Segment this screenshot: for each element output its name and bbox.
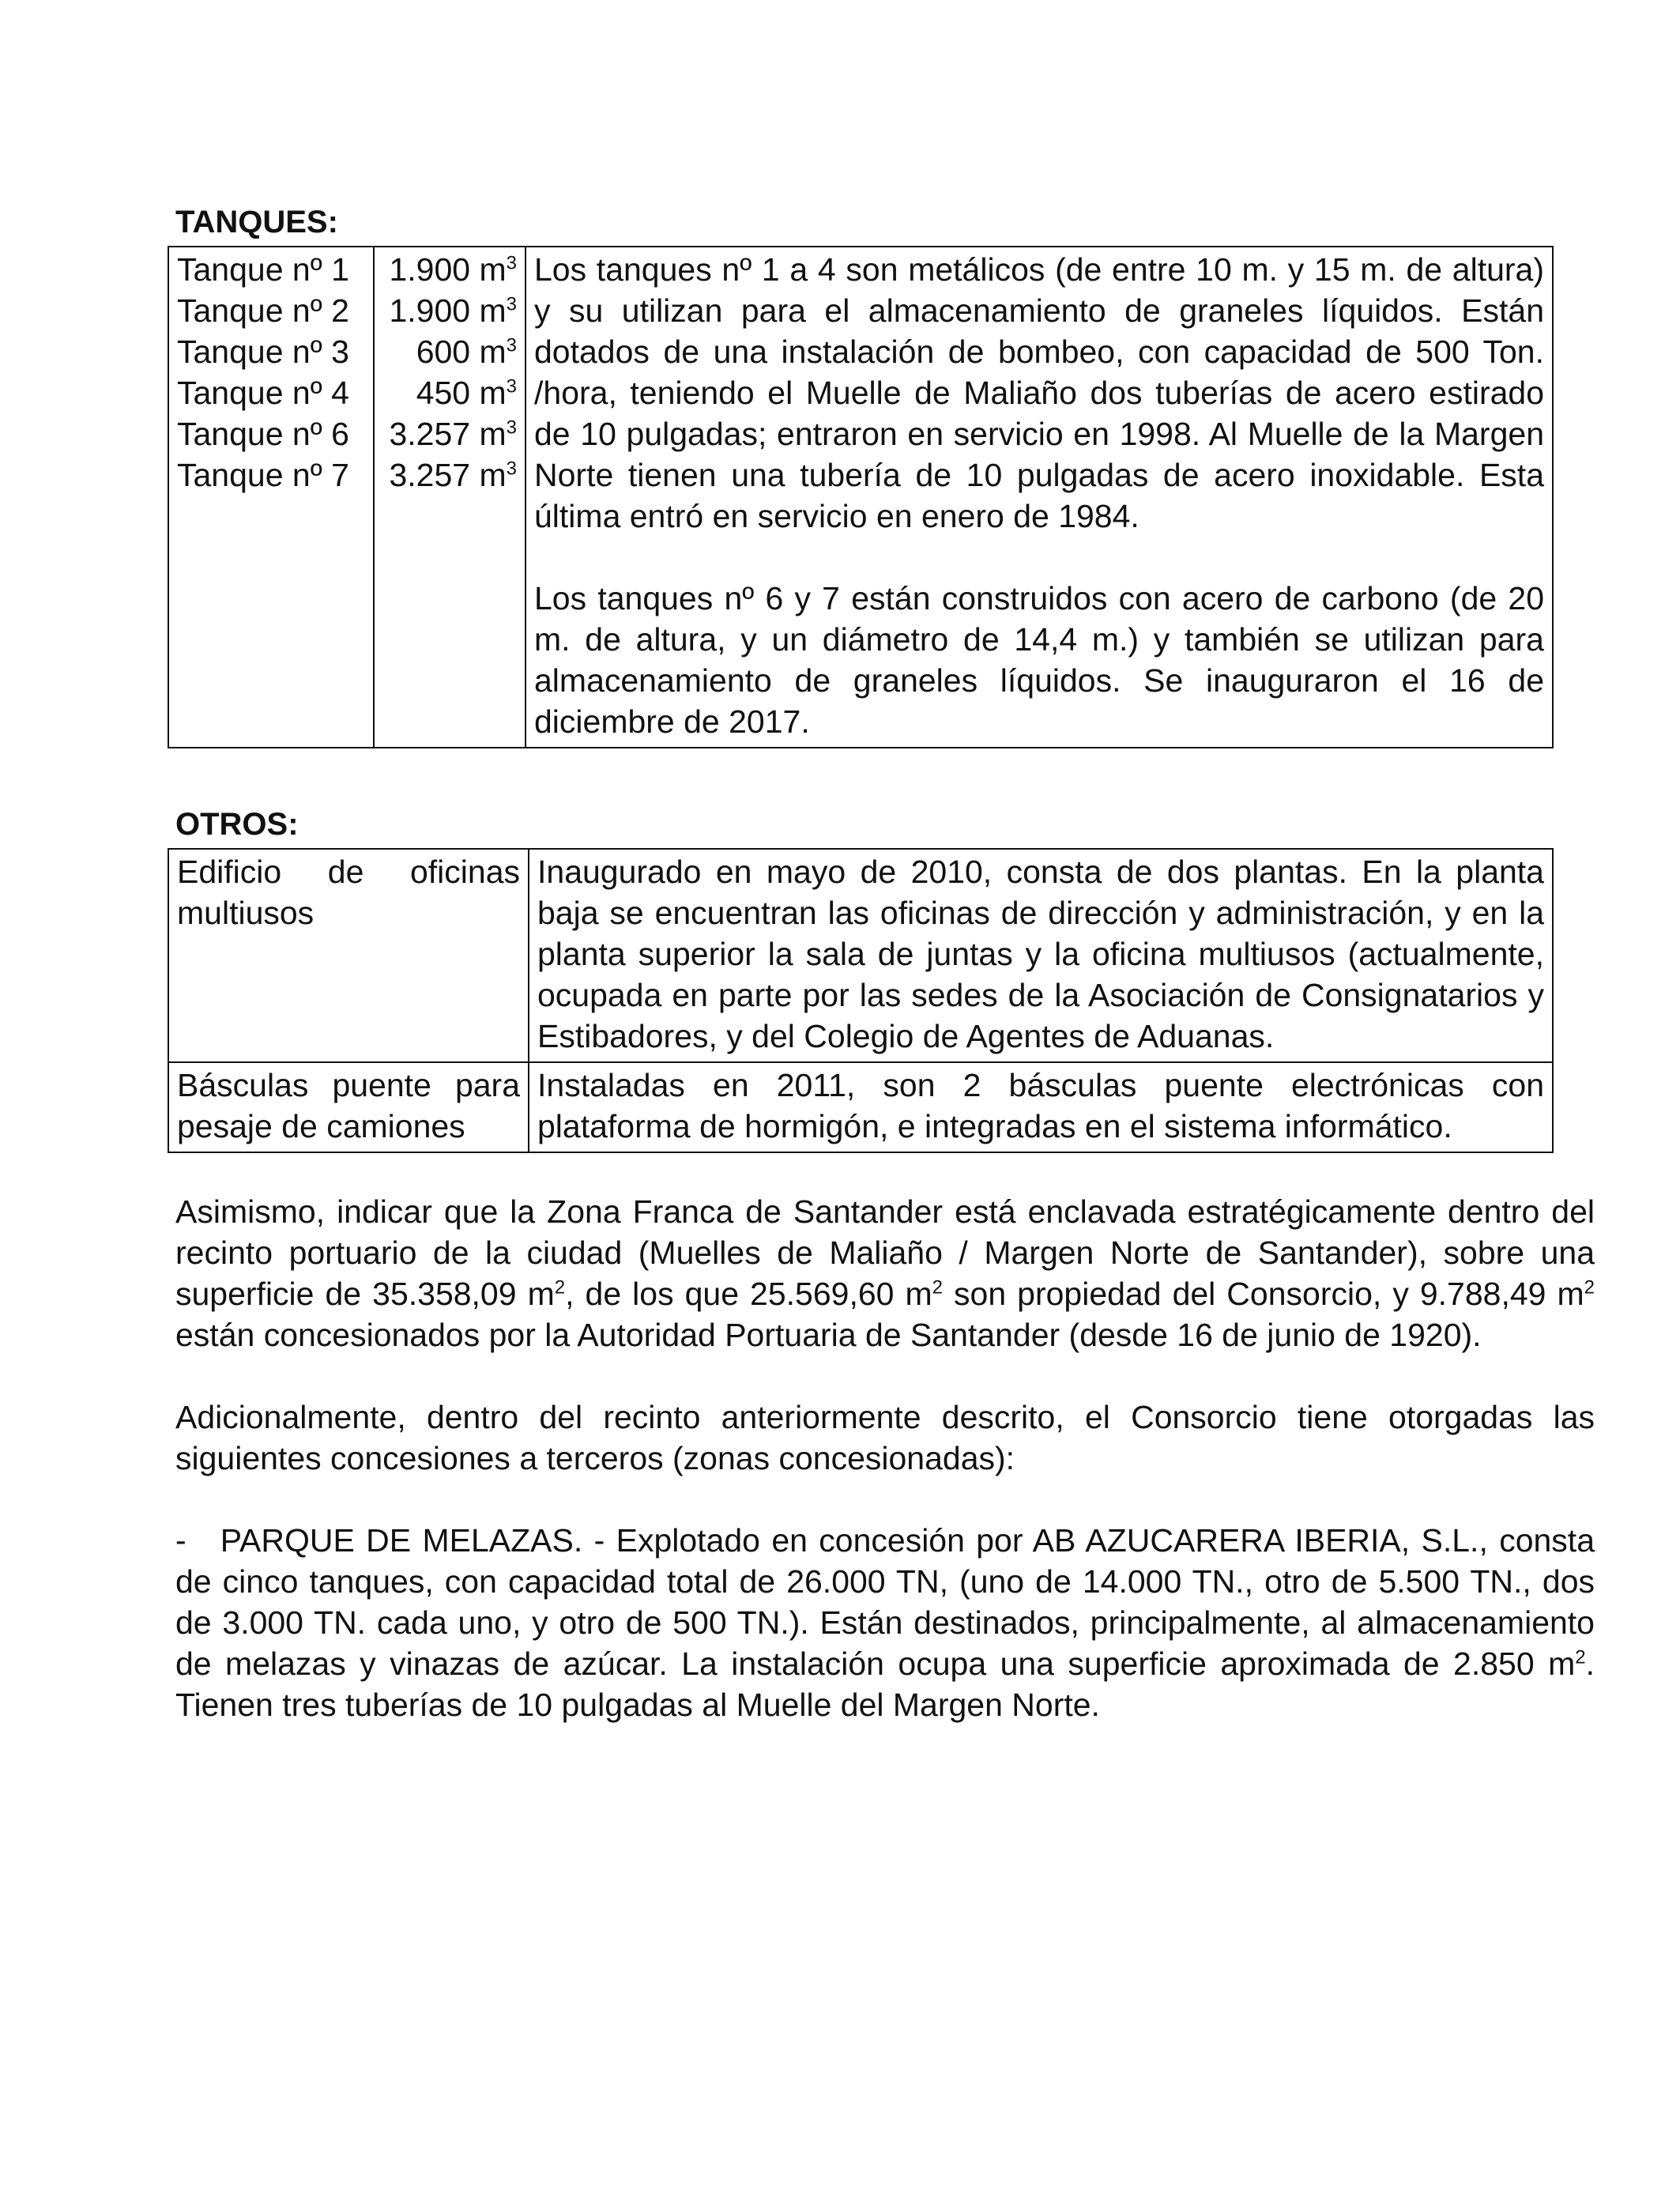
tanks-description-cell	[525, 247, 1553, 748]
tanks-description-1: Los tanques nº 1 a 4 son metálicos (de entre 10 m. y 15 m. de altura) y su utilizan para el almacenamiento de graneles líquidos. Están dotados de una instalación de bombeo, con capacidad de 500 Ton. /hora, teniendo el Muelle de Maliaño dos tuberías de acero estirado de 10 pulgadas; entraron en servicio en 1998. Al Muelle de la Margen Norte tienen una tubería de 10 pulgadas de acero inoxidable. Esta última entró en servicio en enero de 1984.	[534, 251, 1544, 534]
otros-table	[168, 848, 1554, 1153]
tanques-heading: TANQUES:	[175, 205, 338, 239]
facility-description: Instaladas en 2011, son 2 básculas puente electrónicas con plataforma de hormigón, e integradas en el sistema informático.	[529, 1062, 1553, 1152]
tank-name: Tanque nº 4	[177, 375, 349, 411]
tank-names-cell	[168, 247, 374, 748]
tank-name: Tanque nº 2	[177, 292, 349, 329]
otros-heading: OTROS:	[175, 807, 299, 842]
paragraph-parque-melazas: - PARQUE DE MELAZAS. - Explotado en concesión por AB AZUCARERA IBERIA, S.L., consta de cinco tanques, con capacidad total de 26.000 TN, (uno de 14.000 TN., otro de 5.500 TN., dos de 3.000 TN. cada uno, y otro de 500 TN.). Están destinados, principalmente, al almacenamiento de melazas y vinazas de azúcar. La instalación ocupa una superficie aproximada de 2.850 $m^2$. Tienen tres tuberías de 10 pulgadas al Muelle del Margen Norte.	[175, 1522, 1604, 1723]
tank-name: Tanque nº 6	[177, 416, 349, 452]
paragraph-concesiones: Adicionalmente, dentro del recinto anteriormente descrito, el Consorcio tiene otorgadas las siguientes concesiones a terceros (zonas concesionadas):	[175, 1399, 1595, 1476]
tank-capacity: 450 $m^3$	[416, 375, 517, 411]
tank-capacity: 600 $m^3$	[416, 334, 517, 370]
facility-description: Inaugurado en mayo de 2010, consta de dos plantas. En la planta baja se encuentran las oficinas de dirección y administración, y en la planta superior la sala de juntas y la oficina multiusos (actualmente, ocupada en parte por las sedes de la Asociación de Consignatarios y Estibadores, y del Colegio de Agentes de Aduanas.	[529, 849, 1553, 1062]
tank-capacity: 3.257 $m^3$	[389, 457, 517, 493]
tank-name: Tanque nº 1	[177, 251, 349, 288]
facility-label: Edificio de oficinas multiusos	[168, 849, 529, 1062]
tank-capacities-cell	[374, 247, 525, 748]
tank-capacity: 1.900 $m^3$	[389, 292, 517, 329]
table-row	[168, 849, 1553, 1062]
tanks-description-2: Los tanques nº 6 y 7 están construidos con acero de carbono (de 20 m. de altura, y un diámetro de 14,4 m.) y también se utilizan para almacenamiento de graneles líquidos. Se inauguraron el 16 de diciembre de 2017.	[534, 580, 1544, 740]
tank-capacity: 1.900 $m^3$	[389, 251, 517, 288]
facility-label: Básculas puente para pesaje de camiones	[168, 1062, 529, 1152]
table-row	[168, 247, 1553, 748]
table-row	[168, 1062, 1553, 1152]
tank-capacity: 3.257 $m^3$	[389, 416, 517, 452]
tanques-table	[168, 246, 1554, 748]
tank-name: Tanque nº 7	[177, 457, 349, 493]
paragraph-zona-franca: Asimismo, indicar que la Zona Franca de Santander está enclavada estratégicamente dentro del recinto portuario de la ciudad (Muelles de Maliaño / Margen Norte de Santander), sobre una superficie de 35.358,09 $m^2$, de los que 25.569,60 $m^2$ son propiedad del Consorcio, y 9.788,49 $m^2$ están concesionados por la Autoridad Portuaria de Santander (desde 16 de junio de 1920).	[175, 1193, 1595, 1353]
tank-name: Tanque nº 3	[177, 334, 349, 370]
document-page	[168, 202, 1604, 1725]
